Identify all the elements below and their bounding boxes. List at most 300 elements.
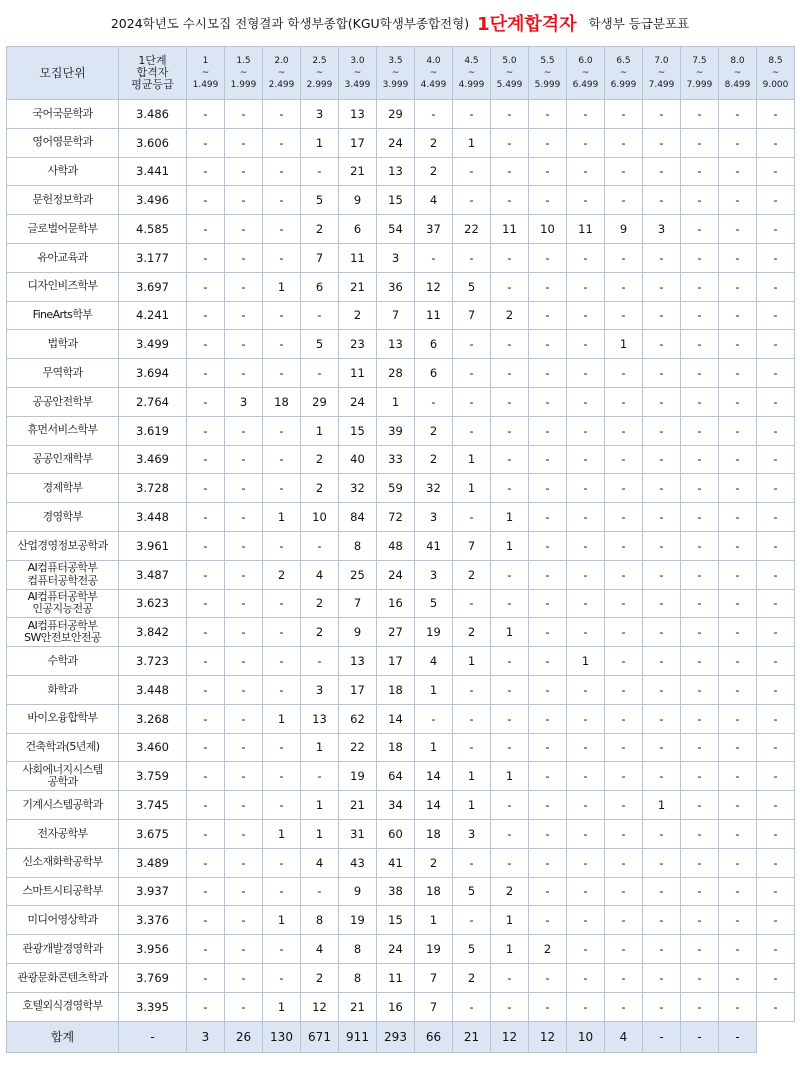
- grade-count: 8: [339, 963, 377, 992]
- grade-count: 8: [339, 531, 377, 560]
- grade-count: -: [681, 100, 719, 129]
- dept-name: [7, 589, 119, 618]
- grade-count: -: [187, 157, 225, 186]
- dept-name-line: 관광개발경영학과: [22, 941, 103, 955]
- grade-count: 32: [339, 474, 377, 503]
- header-grade-line: 4.0: [426, 56, 441, 66]
- grade-count: -: [681, 675, 719, 704]
- dept-name: [7, 618, 119, 647]
- grade-count: 7: [415, 992, 453, 1021]
- dept-name: [7, 935, 119, 964]
- grade-count: -: [529, 733, 567, 762]
- avg-grade: 3.448: [119, 503, 187, 532]
- grade-count: -: [605, 675, 643, 704]
- table-row: [7, 877, 795, 906]
- grade-count: -: [643, 330, 681, 359]
- table-row: [7, 992, 795, 1021]
- grade-count: -: [605, 992, 643, 1021]
- grade-count: -: [263, 791, 301, 820]
- table-row: [7, 474, 795, 503]
- header-grade-line: 6.0: [578, 56, 593, 66]
- avg-grade: 3.395: [119, 992, 187, 1021]
- grade-count: 11: [567, 215, 605, 244]
- table-row: [7, 243, 795, 272]
- header-grade-line: 1.999: [230, 80, 257, 90]
- table-row: [7, 791, 795, 820]
- total-count: -: [681, 1021, 719, 1052]
- dept-name: [7, 992, 119, 1021]
- dept-name: [7, 474, 119, 503]
- grade-count: -: [605, 589, 643, 618]
- grade-count: 2: [491, 301, 529, 330]
- grade-distribution-table: [6, 46, 795, 1053]
- grade-count: -: [187, 416, 225, 445]
- grade-count: 1: [301, 791, 339, 820]
- grade-count: -: [757, 272, 795, 301]
- header-grade-line: 4.499: [420, 80, 447, 90]
- grade-count: -: [263, 877, 301, 906]
- total-count: 66: [415, 1021, 453, 1052]
- grade-count: -: [529, 359, 567, 388]
- grade-count: -: [529, 877, 567, 906]
- dept-name-line: 호텔외식경영학부: [22, 999, 103, 1013]
- grade-count: -: [225, 243, 263, 272]
- grade-count: -: [719, 589, 757, 618]
- grade-count: -: [605, 100, 643, 129]
- grade-count: -: [757, 416, 795, 445]
- grade-count: -: [491, 992, 529, 1021]
- grade-count: -: [567, 243, 605, 272]
- grade-count: 1: [643, 791, 681, 820]
- grade-count: -: [491, 100, 529, 129]
- table-row: [7, 675, 795, 704]
- grade-count: -: [757, 215, 795, 244]
- grade-count: -: [719, 704, 757, 733]
- header-grade-range: [339, 47, 377, 100]
- grade-count: -: [681, 935, 719, 964]
- grade-count: -: [187, 848, 225, 877]
- grade-count: -: [301, 877, 339, 906]
- avg-grade: 3.376: [119, 906, 187, 935]
- grade-count: 7: [301, 243, 339, 272]
- grade-count: 3: [377, 243, 415, 272]
- grade-count: 4: [415, 647, 453, 676]
- grade-count: 3: [225, 387, 263, 416]
- grade-count: -: [605, 848, 643, 877]
- avg-grade: 3.623: [119, 589, 187, 618]
- total-count: 21: [453, 1021, 491, 1052]
- grade-count: 24: [377, 935, 415, 964]
- grade-count: -: [529, 100, 567, 129]
- grade-count: -: [263, 157, 301, 186]
- grade-count: -: [757, 963, 795, 992]
- grade-count: -: [681, 618, 719, 647]
- dept-name: [7, 963, 119, 992]
- grade-count: -: [187, 647, 225, 676]
- grade-count: -: [719, 387, 757, 416]
- dept-name-line: 수학과: [47, 653, 78, 667]
- grade-count: -: [567, 100, 605, 129]
- grade-count: -: [719, 618, 757, 647]
- grade-count: -: [719, 301, 757, 330]
- dept-name-line: 경영학부: [42, 509, 83, 523]
- grade-count: -: [567, 157, 605, 186]
- grade-count: -: [187, 791, 225, 820]
- header-avg: [119, 47, 187, 100]
- dept-name: [7, 330, 119, 359]
- header-avg-line: 합격자: [136, 66, 169, 79]
- grade-count: 2: [415, 416, 453, 445]
- avg-grade: 4.585: [119, 215, 187, 244]
- grade-count: -: [757, 560, 795, 589]
- grade-count: 1: [263, 992, 301, 1021]
- total-count: 10: [567, 1021, 605, 1052]
- header-grade-range: [377, 47, 415, 100]
- header-grade-line: 7.0: [654, 56, 669, 66]
- table-row: [7, 186, 795, 215]
- grade-count: 2: [339, 301, 377, 330]
- total-avg: -: [119, 1021, 187, 1052]
- grade-count: -: [757, 157, 795, 186]
- grade-count: -: [225, 589, 263, 618]
- grade-count: -: [757, 128, 795, 157]
- dept-name-line: 경제학부: [42, 481, 83, 494]
- grade-count: -: [453, 733, 491, 762]
- grade-count: -: [605, 128, 643, 157]
- total-count: -: [719, 1021, 757, 1052]
- grade-count: 34: [377, 791, 415, 820]
- grade-count: -: [225, 647, 263, 676]
- header-grade-line: 4.999: [458, 80, 485, 90]
- header-grade-line: 6.999: [610, 80, 637, 90]
- grade-count: -: [225, 848, 263, 877]
- table-row: [7, 215, 795, 244]
- grade-count: 2: [301, 618, 339, 647]
- grade-count: 11: [377, 963, 415, 992]
- grade-count: -: [757, 791, 795, 820]
- grade-count: -: [605, 272, 643, 301]
- table-row: [7, 157, 795, 186]
- grade-count: -: [491, 330, 529, 359]
- total-count: 12: [529, 1021, 567, 1052]
- grade-count: -: [529, 531, 567, 560]
- grade-count: -: [529, 848, 567, 877]
- grade-count: -: [225, 877, 263, 906]
- dept-name-line: 영어영문학과: [32, 135, 93, 149]
- grade-count: 12: [301, 992, 339, 1021]
- table-row: [7, 330, 795, 359]
- grade-count: -: [605, 935, 643, 964]
- title-highlight: 1단계합격자: [477, 14, 577, 35]
- grade-count: -: [187, 531, 225, 560]
- grade-count: -: [643, 416, 681, 445]
- header-grade-line: ~: [315, 68, 324, 78]
- header-grade-line: 3.5: [388, 56, 403, 66]
- grade-count: 17: [339, 128, 377, 157]
- dept-name-line: AI컴퓨터공학부: [27, 561, 98, 575]
- grade-count: 17: [377, 647, 415, 676]
- grade-count: 21: [339, 992, 377, 1021]
- grade-count: -: [605, 877, 643, 906]
- dept-name-line: 건축학과(5년제): [25, 740, 100, 754]
- grade-count: -: [491, 791, 529, 820]
- grade-count: -: [643, 128, 681, 157]
- dept-name: [7, 128, 119, 157]
- grade-count: -: [225, 906, 263, 935]
- grade-count: -: [263, 301, 301, 330]
- grade-count: -: [187, 762, 225, 791]
- dept-name-line: 디자인비즈학부: [27, 279, 98, 293]
- grade-count: -: [529, 906, 567, 935]
- dept-name: [7, 762, 119, 791]
- grade-count: -: [681, 272, 719, 301]
- grade-count: -: [453, 359, 491, 388]
- dept-name: [7, 215, 119, 244]
- grade-count: -: [719, 157, 757, 186]
- grade-count: -: [225, 733, 263, 762]
- grade-count: -: [453, 992, 491, 1021]
- dept-name: [7, 877, 119, 906]
- grade-count: 43: [339, 848, 377, 877]
- grade-count: -: [681, 503, 719, 532]
- header-grade-line: ~: [657, 68, 666, 78]
- header-grade-line: ~: [695, 68, 704, 78]
- avg-grade: 3.268: [119, 704, 187, 733]
- header-grade-line: 2.0: [274, 56, 289, 66]
- grade-count: -: [719, 935, 757, 964]
- grade-count: -: [187, 445, 225, 474]
- table-row: [7, 762, 795, 791]
- grade-count: 3: [643, 215, 681, 244]
- dept-name-line: 미디어영상학과: [27, 912, 98, 926]
- grade-count: -: [491, 560, 529, 589]
- grade-count: 2: [415, 848, 453, 877]
- grade-count: -: [757, 992, 795, 1021]
- grade-count: -: [681, 560, 719, 589]
- avg-grade: 2.764: [119, 387, 187, 416]
- grade-count: -: [491, 359, 529, 388]
- grade-count: -: [757, 186, 795, 215]
- grade-count: -: [567, 935, 605, 964]
- header-grade-line: ~: [543, 68, 552, 78]
- grade-count: 14: [377, 704, 415, 733]
- grade-count: -: [643, 272, 681, 301]
- grade-count: -: [719, 215, 757, 244]
- dept-name: [7, 791, 119, 820]
- grade-count: -: [187, 935, 225, 964]
- grade-count: 3: [415, 503, 453, 532]
- grade-count: -: [529, 503, 567, 532]
- grade-count: -: [529, 819, 567, 848]
- grade-count: -: [719, 877, 757, 906]
- header-grade-line: 5.5: [540, 56, 555, 66]
- total-row: [7, 1021, 795, 1052]
- grade-count: -: [681, 157, 719, 186]
- grade-count: 1: [263, 704, 301, 733]
- grade-count: -: [757, 819, 795, 848]
- table-row: [7, 733, 795, 762]
- header-grade-range: [643, 47, 681, 100]
- grade-count: -: [643, 848, 681, 877]
- grade-count: 1: [491, 531, 529, 560]
- grade-count: -: [453, 906, 491, 935]
- grade-count: 39: [377, 416, 415, 445]
- grade-count: -: [529, 128, 567, 157]
- grade-count: -: [681, 791, 719, 820]
- grade-count: -: [529, 963, 567, 992]
- grade-count: -: [225, 272, 263, 301]
- dept-name-line: 공공안전학부: [32, 394, 93, 408]
- grade-count: 10: [529, 215, 567, 244]
- grade-count: -: [643, 243, 681, 272]
- grade-count: -: [681, 531, 719, 560]
- grade-count: 31: [339, 819, 377, 848]
- header-grade-line: 2.999: [306, 80, 333, 90]
- grade-count: -: [681, 215, 719, 244]
- dept-name-line: SW안전보안전공: [24, 631, 101, 645]
- grade-count: 6: [415, 359, 453, 388]
- grade-count: -: [643, 647, 681, 676]
- grade-count: -: [643, 359, 681, 388]
- grade-count: -: [225, 416, 263, 445]
- table-row: [7, 848, 795, 877]
- grade-count: -: [567, 906, 605, 935]
- header-avg-line: 1단계: [138, 54, 167, 67]
- grade-count: -: [643, 531, 681, 560]
- grade-count: 8: [339, 935, 377, 964]
- grade-count: 2: [415, 157, 453, 186]
- grade-count: -: [681, 359, 719, 388]
- grade-count: -: [567, 503, 605, 532]
- grade-count: -: [605, 791, 643, 820]
- header-grade-line: 5.499: [496, 80, 523, 90]
- dept-name-line: 관광문화콘텐츠학과: [17, 970, 108, 984]
- table-row: [7, 647, 795, 676]
- grade-count: 1: [491, 935, 529, 964]
- grade-count: -: [719, 675, 757, 704]
- grade-count: -: [719, 474, 757, 503]
- total-count: 3: [187, 1021, 225, 1052]
- grade-count: -: [301, 157, 339, 186]
- grade-count: -: [643, 186, 681, 215]
- grade-count: 32: [415, 474, 453, 503]
- dept-name: [7, 704, 119, 733]
- grade-count: 1: [263, 819, 301, 848]
- grade-count: -: [567, 560, 605, 589]
- grade-count: -: [567, 963, 605, 992]
- grade-count: -: [605, 762, 643, 791]
- grade-count: -: [643, 301, 681, 330]
- grade-count: 5: [453, 935, 491, 964]
- grade-count: -: [529, 791, 567, 820]
- grade-count: 24: [339, 387, 377, 416]
- grade-count: -: [757, 935, 795, 964]
- grade-count: -: [567, 992, 605, 1021]
- dept-name: [7, 647, 119, 676]
- total-count: -: [643, 1021, 681, 1052]
- grade-count: -: [567, 330, 605, 359]
- grade-count: 18: [415, 877, 453, 906]
- grade-count: 18: [377, 733, 415, 762]
- grade-count: -: [681, 301, 719, 330]
- table-body: [7, 100, 795, 1022]
- grade-count: -: [187, 215, 225, 244]
- grade-count: -: [453, 186, 491, 215]
- grade-count: -: [719, 848, 757, 877]
- dept-name-line: 문헌정보학과: [32, 193, 93, 207]
- header-grade-line: 2.5: [312, 56, 327, 66]
- grade-count: -: [757, 301, 795, 330]
- avg-grade: 3.489: [119, 848, 187, 877]
- grade-count: 14: [415, 791, 453, 820]
- dept-name: [7, 733, 119, 762]
- grade-count: 11: [491, 215, 529, 244]
- grade-count: 29: [301, 387, 339, 416]
- grade-count: -: [187, 387, 225, 416]
- dept-name: [7, 503, 119, 532]
- table-row: [7, 359, 795, 388]
- grade-count: -: [529, 243, 567, 272]
- grade-count: -: [757, 503, 795, 532]
- avg-grade: 3.745: [119, 791, 187, 820]
- header-grade-line: 6.5: [616, 56, 631, 66]
- header-grade-line: ~: [391, 68, 400, 78]
- grade-count: -: [491, 733, 529, 762]
- grade-count: 84: [339, 503, 377, 532]
- dept-name-line: 사회에너지시스템: [22, 762, 103, 776]
- grade-count: -: [643, 963, 681, 992]
- header-grade-line: 1: [202, 56, 209, 66]
- grade-count: -: [187, 301, 225, 330]
- grade-count: 13: [339, 647, 377, 676]
- grade-count: 60: [377, 819, 415, 848]
- grade-count: -: [757, 675, 795, 704]
- table-row: [7, 963, 795, 992]
- grade-count: -: [225, 100, 263, 129]
- grade-count: 1: [491, 503, 529, 532]
- grade-count: -: [605, 531, 643, 560]
- header-grade-line: 8.5: [768, 56, 783, 66]
- grade-count: -: [529, 186, 567, 215]
- grade-count: -: [529, 272, 567, 301]
- grade-count: -: [225, 618, 263, 647]
- grade-count: -: [681, 243, 719, 272]
- grade-count: 54: [377, 215, 415, 244]
- grade-count: -: [567, 301, 605, 330]
- grade-count: -: [757, 704, 795, 733]
- grade-count: -: [757, 531, 795, 560]
- grade-count: -: [491, 416, 529, 445]
- grade-count: -: [567, 877, 605, 906]
- grade-count: -: [681, 589, 719, 618]
- grade-count: -: [719, 330, 757, 359]
- title-main: 2024학년도 수시모집 전형결과 학생부종합(KGU학생부종합전형): [110, 16, 470, 31]
- avg-grade: 3.759: [119, 762, 187, 791]
- table-row: [7, 272, 795, 301]
- grade-count: -: [567, 704, 605, 733]
- grade-count: -: [491, 186, 529, 215]
- grade-count: -: [453, 330, 491, 359]
- table-row: [7, 503, 795, 532]
- grade-count: 2: [301, 963, 339, 992]
- header-grade-line: ~: [733, 68, 742, 78]
- header-grade-line: 1.499: [192, 80, 219, 90]
- grade-count: 18: [377, 675, 415, 704]
- grade-count: -: [263, 416, 301, 445]
- grade-count: 1: [453, 128, 491, 157]
- dept-name: [7, 445, 119, 474]
- grade-count: 21: [339, 272, 377, 301]
